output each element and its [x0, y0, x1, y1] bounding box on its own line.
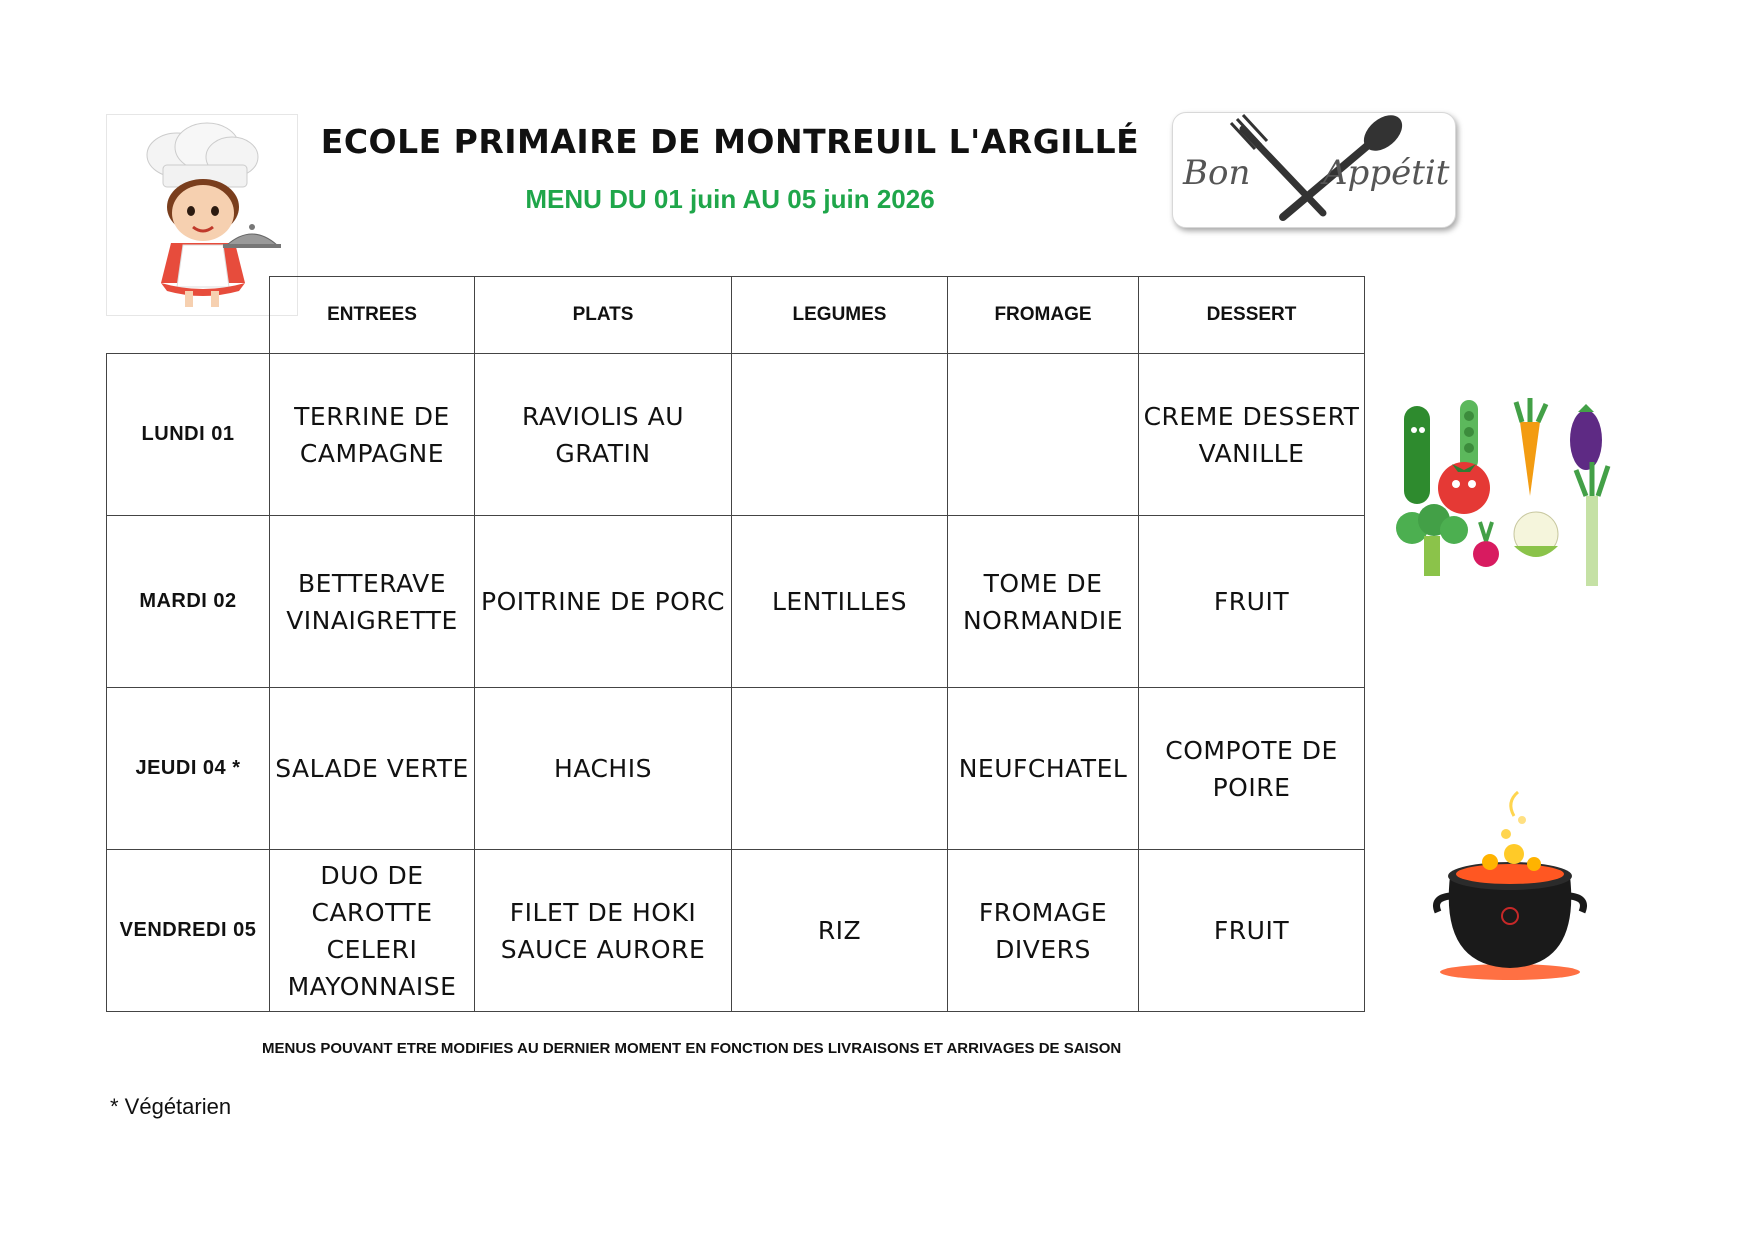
header-corner	[107, 277, 270, 354]
plat-cell: RAVIOLIS AU GRATIN	[475, 354, 732, 516]
fromage-cell: TOME DE NORMANDIE	[948, 516, 1139, 688]
plat-cell: FILET DE HOKI SAUCE AURORE	[475, 850, 732, 1012]
vegetarian-legend: * Végétarien	[110, 1094, 232, 1119]
day-cell: LUNDI 01	[107, 354, 270, 516]
entree-cell: SALADE VERTE	[270, 688, 475, 850]
day-cell: VENDREDI 05	[107, 850, 270, 1012]
table-row	[107, 850, 1365, 1012]
table-header-row	[107, 277, 1365, 354]
dessert-cell: FRUIT	[1139, 516, 1365, 688]
fromage-cell: FROMAGE DIVERS	[948, 850, 1139, 1012]
column-header-plats: PLATS	[475, 277, 732, 354]
day-cell: JEUDI 04 *	[107, 688, 270, 850]
column-header-legumes: LEGUMES	[732, 277, 948, 354]
dessert-cell: CREME DESSERT VANILLE	[1139, 354, 1365, 516]
plat-cell: HACHIS	[475, 688, 732, 850]
vegetables-illustration	[1390, 396, 1616, 596]
weekly-menu-table	[106, 276, 1365, 1012]
bon-appetit-logo	[1172, 112, 1456, 228]
column-header-fromage: FROMAGE	[948, 277, 1139, 354]
entree-cell: BETTERAVE VINAIGRETTE	[270, 516, 475, 688]
page-title: ECOLE PRIMAIRE DE MONTREUIL L'ARGILLÉ	[320, 122, 1140, 161]
entree-cell: TERRINE DE CAMPAGNE	[270, 354, 475, 516]
table-row	[107, 516, 1365, 688]
legume-cell: RIZ	[732, 850, 948, 1012]
plat-cell: POITRINE DE PORC	[475, 516, 732, 688]
entree-cell: DUO DE CAROTTE CELERI MAYONNAISE	[270, 850, 475, 1012]
column-header-entrees: ENTREES	[270, 277, 475, 354]
legume-cell	[732, 354, 948, 516]
cauldron-illustration	[1410, 786, 1610, 982]
fromage-cell: NEUFCHATEL	[948, 688, 1139, 850]
table-row	[107, 354, 1365, 516]
dessert-cell: FRUIT	[1139, 850, 1365, 1012]
dessert-cell: COMPOTE DE POIRE	[1139, 688, 1365, 850]
legume-cell	[732, 688, 948, 850]
fromage-cell	[948, 354, 1139, 516]
day-cell: MARDI 02	[107, 516, 270, 688]
logo-text-appetit: Appétit	[1323, 153, 1450, 193]
logo-text-bon: Bon	[1183, 153, 1251, 193]
menu-date-range: MENU DU 01 juin AU 05 juin 2026	[525, 184, 935, 214]
legume-cell: LENTILLES	[732, 516, 948, 688]
column-header-dessert: DESSERT	[1139, 277, 1365, 354]
table-row	[107, 688, 1365, 850]
menu-change-notice: MENUS POUVANT ETRE MODIFIES AU DERNIER MOMENT EN FONCTION DES LIVRAISONS ET ARRIVAGES DE SAISON	[262, 1040, 1122, 1057]
